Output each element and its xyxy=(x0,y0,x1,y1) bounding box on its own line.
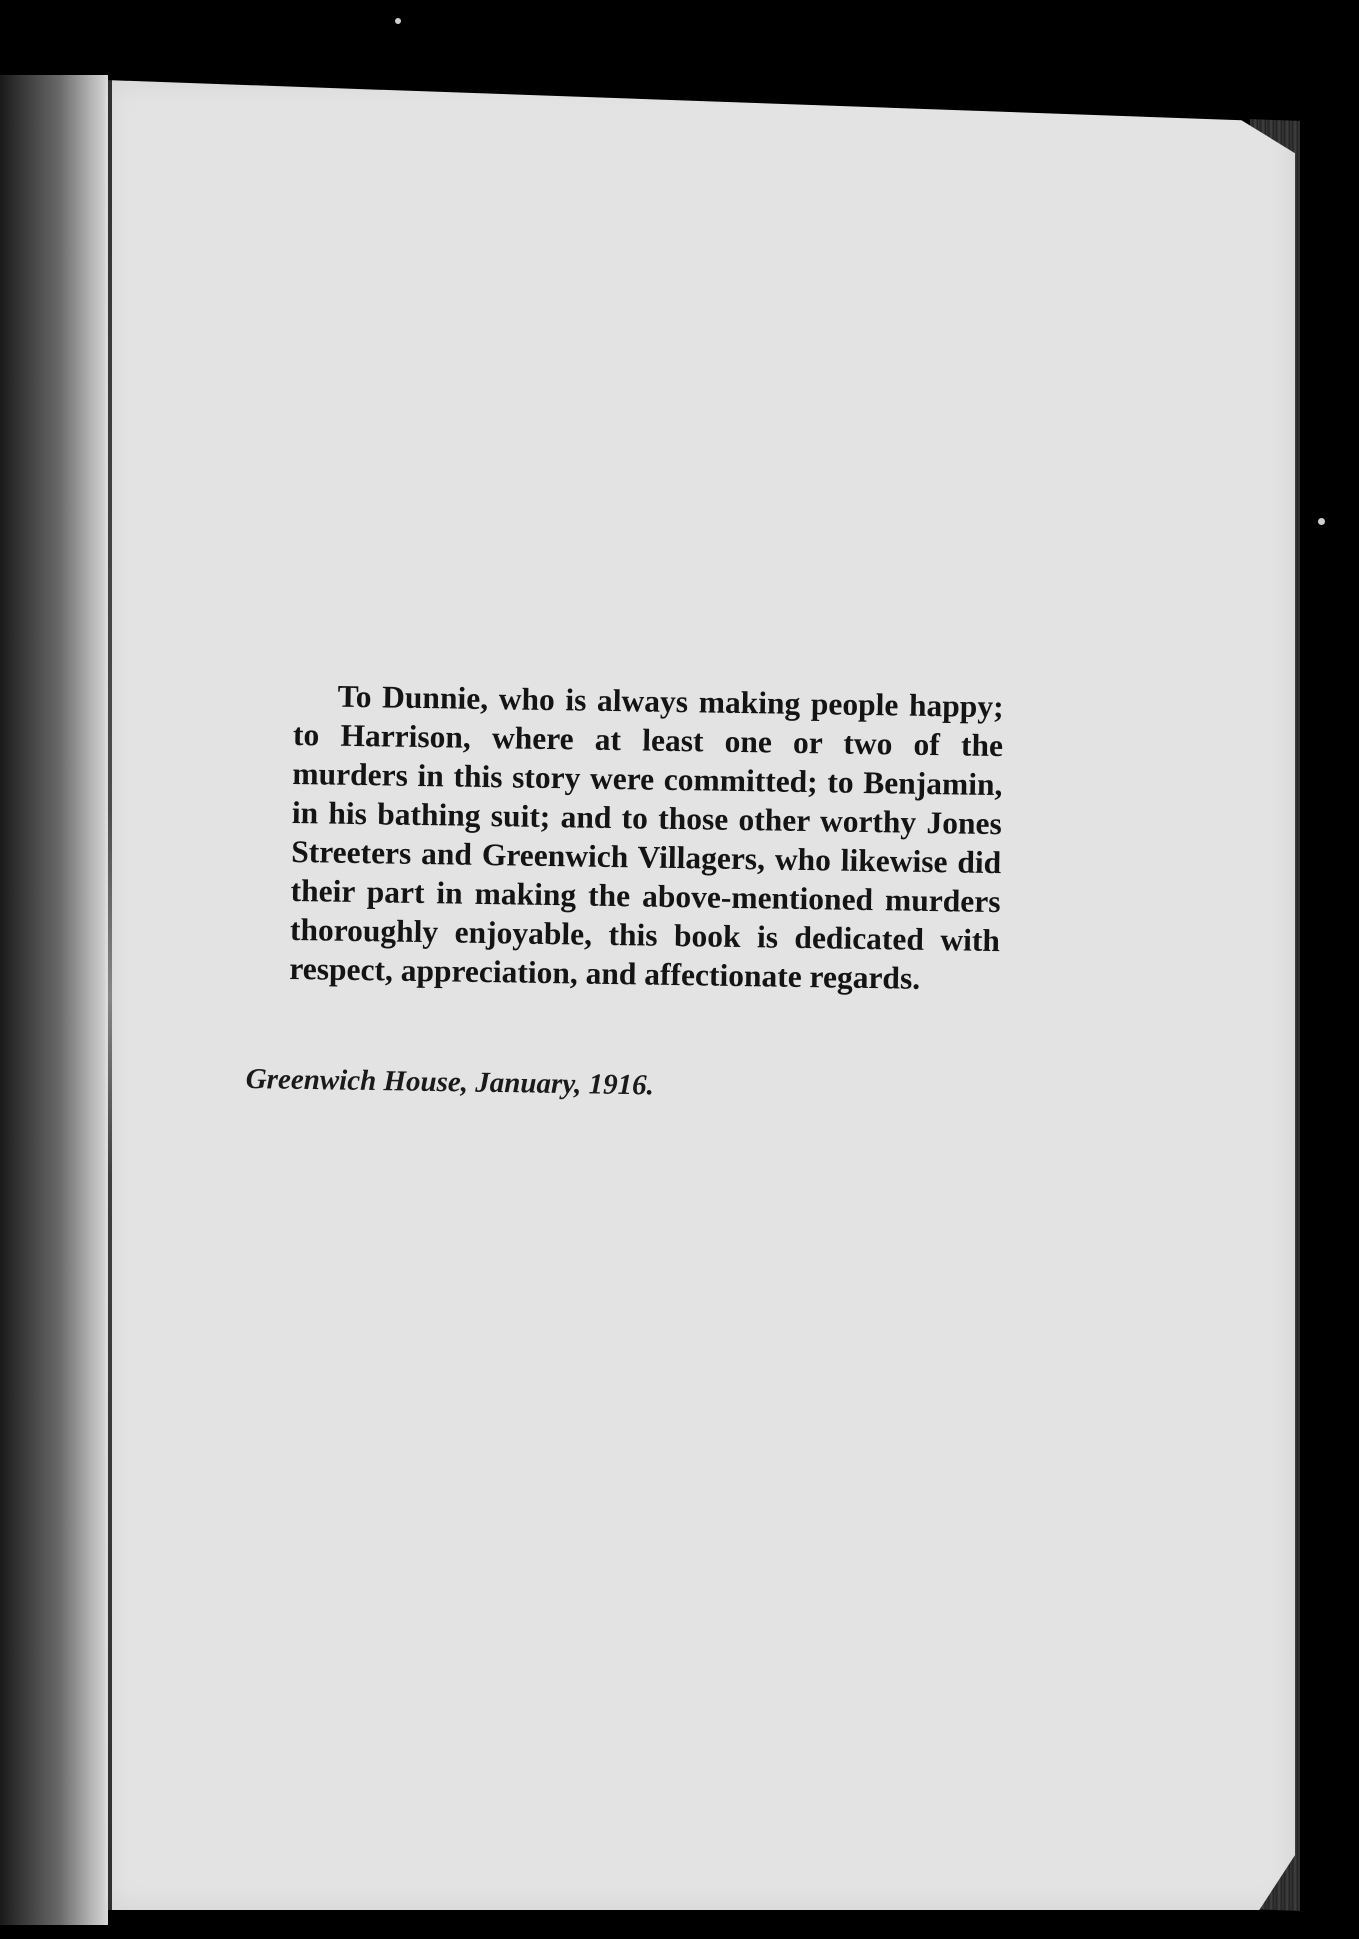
dedication-page xyxy=(105,80,1295,1910)
dedication-block xyxy=(289,676,1004,999)
dust-speck xyxy=(1318,518,1325,525)
book-gutter xyxy=(108,80,112,1910)
dedication-signature: Greenwich House, January, 1916. xyxy=(245,1063,655,1102)
left-facing-page-edge xyxy=(0,75,108,1925)
dedication-text: To Dunnie, who is always making people happy; to Harrison, where at least one or two of the murders in this story were committed; to Benjamin, in his bathing suit; and to those other worthy Jones Streeters and Greenwich Villagers, who likewise did their part in making the above-mentioned murders thoroughly enjoyable, this book is dedicated with respect, appreciation, and affectionate regards. xyxy=(289,678,1004,996)
dust-speck xyxy=(395,18,401,24)
